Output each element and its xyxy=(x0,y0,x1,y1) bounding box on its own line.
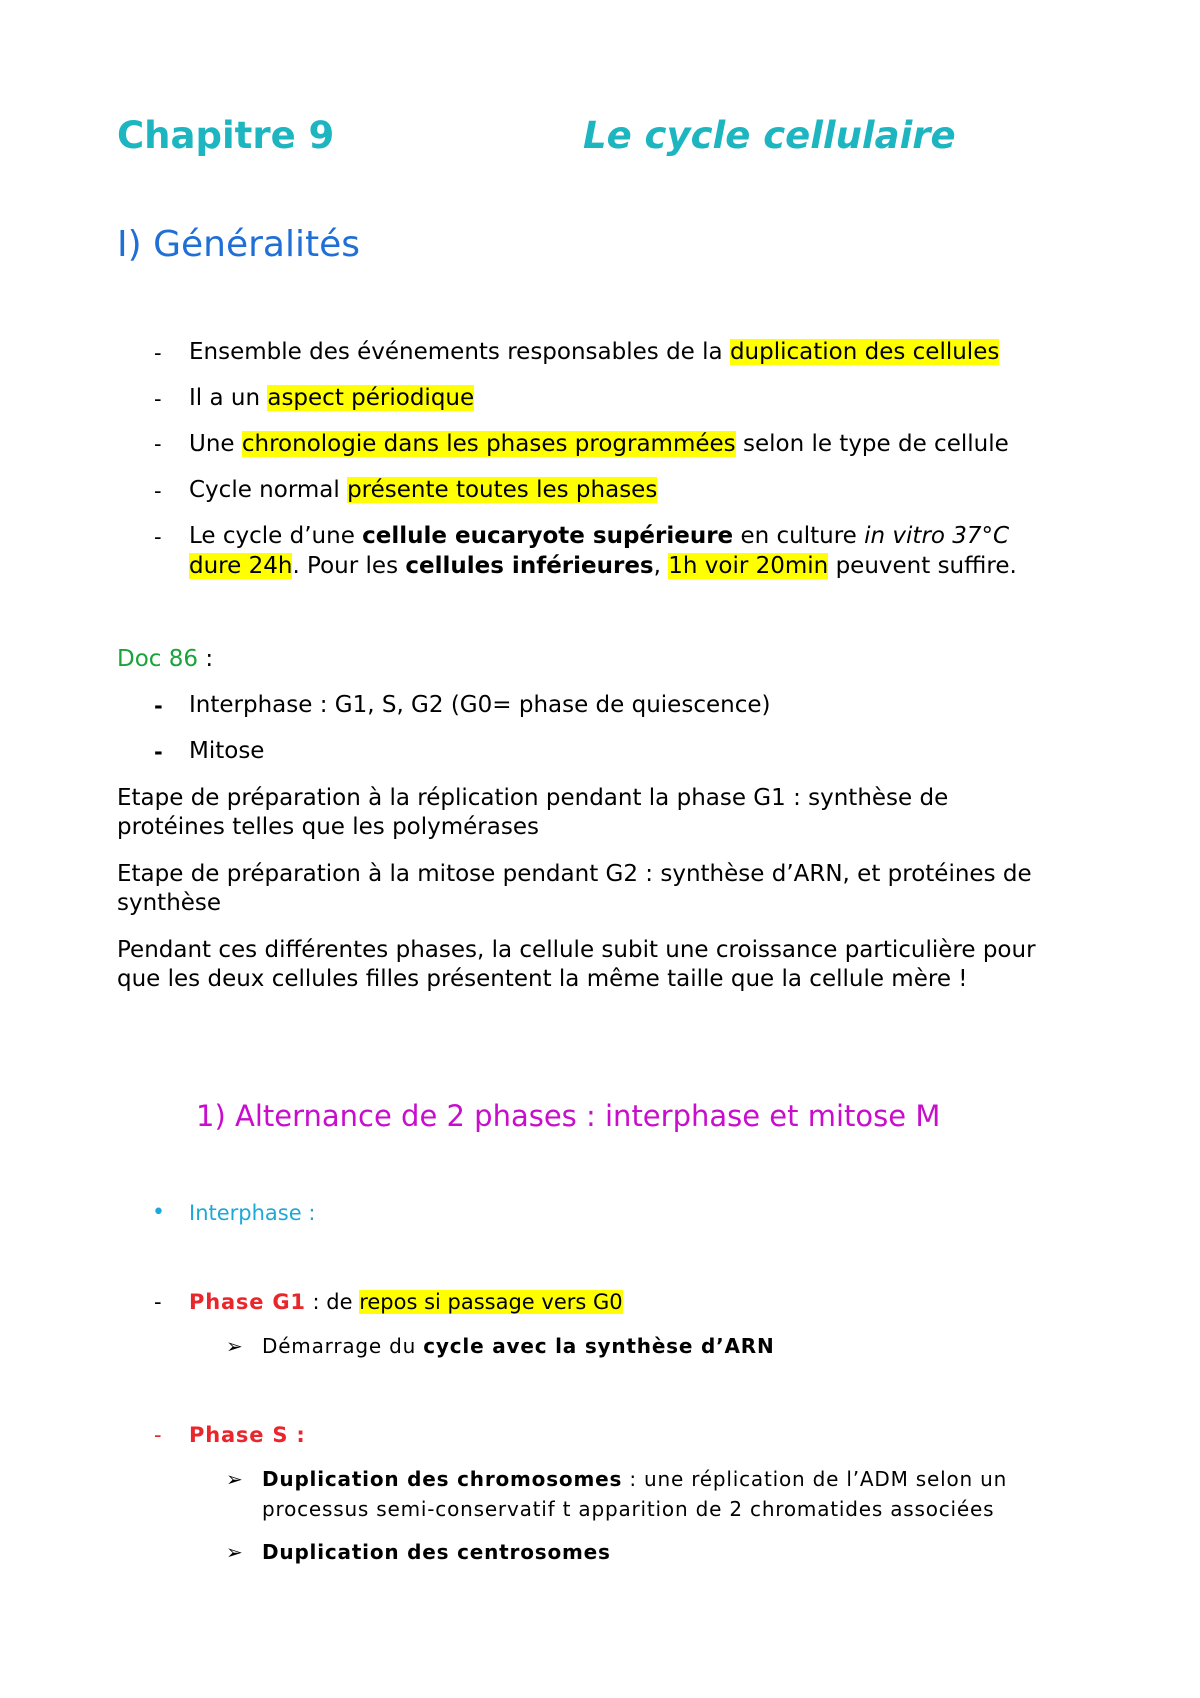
chapter-number: Chapitre 9 xyxy=(117,114,335,157)
interphase-label: Interphase : xyxy=(189,1201,316,1225)
paragraph: synthèse xyxy=(117,890,222,916)
sub-item: Démarrage du cycle avec la synthèse d’ARN xyxy=(262,1334,775,1358)
paragraph: Pendant ces différentes phases, la cellule subit une croissance particulière pour xyxy=(117,937,1036,963)
highlight: duplication des cellules xyxy=(729,339,1000,365)
sub-item-continuation: processus semi-conservatif t apparition de 2 chromatides associées xyxy=(262,1497,995,1521)
dash-icon: - xyxy=(154,341,162,365)
dash-icon: - xyxy=(154,525,162,549)
section-heading-generalites: I) Généralités xyxy=(117,224,360,265)
sub-item: Duplication des centrosomes xyxy=(262,1540,611,1564)
paragraph: Etape de préparation à la réplication pendant la phase G1 : synthèse de xyxy=(117,785,949,811)
arrow-icon: ➢ xyxy=(226,1540,243,1564)
dash-icon: - xyxy=(154,1423,162,1447)
dash-icon: - xyxy=(154,694,163,718)
paragraph: Etape de préparation à la mitose pendant G2 : synthèse d’ARN, et protéines de xyxy=(117,861,1032,887)
dash-icon: - xyxy=(154,479,162,503)
highlight: repos si passage vers G0 xyxy=(359,1290,623,1314)
list-item: Mitose xyxy=(189,738,265,764)
subsection-heading: 1) Alternance de 2 phases : interphase et mitose M xyxy=(196,1099,941,1133)
dash-icon: - xyxy=(154,1290,162,1314)
list-item: Il a un aspect périodique xyxy=(189,385,475,411)
doc-reference: Doc 86 : xyxy=(117,646,214,672)
list-item: Ensemble des événements responsables de la duplication des cellules xyxy=(189,339,1000,365)
bullet-icon: • xyxy=(152,1200,165,1225)
highlight: 1h voir 20min xyxy=(668,553,829,579)
phase-g1: Phase G1 : de repos si passage vers G0 xyxy=(189,1290,623,1314)
highlight: dure 24h xyxy=(189,553,293,579)
paragraph: protéines telles que les polymérases xyxy=(117,814,539,840)
dash-icon: - xyxy=(154,387,162,411)
sub-item: Duplication des chromosomes : une réplication de l’ADM selon un xyxy=(262,1467,1008,1491)
list-item: Interphase : G1, S, G2 (G0= phase de quiescence) xyxy=(189,692,771,718)
highlight: chronologie dans les phases programmées xyxy=(241,431,736,457)
dash-icon: - xyxy=(154,740,163,764)
arrow-icon: ➢ xyxy=(226,1467,243,1491)
list-item: Une chronologie dans les phases programmées selon le type de cellule xyxy=(189,431,1009,457)
chapter-title: Le cycle cellulaire xyxy=(583,114,956,157)
arrow-icon: ➢ xyxy=(226,1334,243,1358)
phase-s: Phase S : xyxy=(189,1423,306,1447)
highlight: présente toutes les phases xyxy=(347,477,658,503)
list-item-continuation: dure 24h. Pour les cellules inférieures, 1h voir 20min peuvent suffire. xyxy=(189,553,1017,579)
list-item: Cycle normal présente toutes les phases xyxy=(189,477,658,503)
list-item: Le cycle d’une cellule eucaryote supérieure en culture in vitro 37°C xyxy=(189,523,1010,549)
dash-icon: - xyxy=(154,432,162,456)
highlight: aspect périodique xyxy=(267,385,475,411)
paragraph: que les deux cellules filles présentent la même taille que la cellule mère ! xyxy=(117,966,968,992)
